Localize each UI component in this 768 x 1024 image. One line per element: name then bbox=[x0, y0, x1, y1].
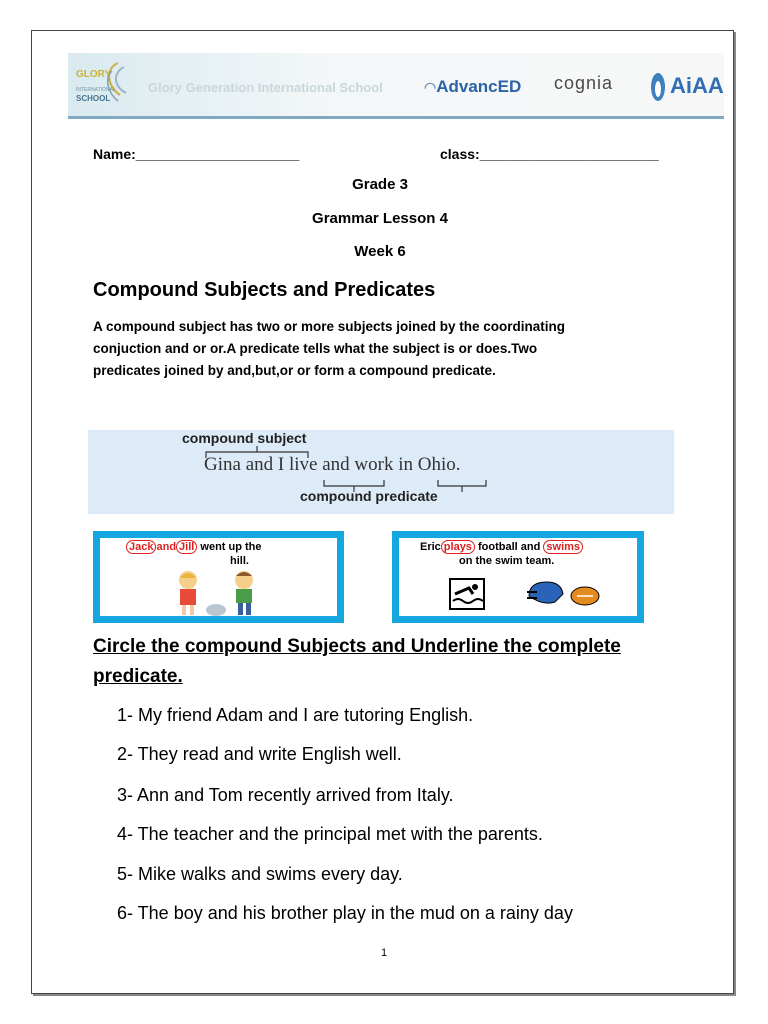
aiaa-flame-icon bbox=[648, 67, 668, 103]
class-field[interactable]: class:_______________________ bbox=[440, 146, 659, 162]
svg-text:GLORY: GLORY bbox=[76, 69, 112, 80]
eric-caption: Eric plays football and swims bbox=[420, 541, 583, 553]
advanced-logo: ◠AdvancED bbox=[424, 77, 522, 96]
exercise-item: 4- The teacher and the principal met with the parents. bbox=[117, 824, 543, 844]
section-title: Compound Subjects and Predicates bbox=[93, 279, 436, 301]
jack-jill-caption: Jack and Jill went up the bbox=[126, 541, 262, 553]
lesson-heading: Grammar Lesson 4 bbox=[312, 210, 448, 227]
instruction-line-2: predicate. bbox=[93, 666, 183, 687]
definition-line-3: predicates joined by and,but,or or form a compound predicate. bbox=[93, 363, 496, 378]
exercise-item: 3- Ann and Tom recently arrived from Italy. bbox=[117, 785, 454, 805]
school-banner bbox=[68, 53, 724, 119]
name-field[interactable]: Name:_____________________ bbox=[93, 146, 300, 162]
instruction-line-1: Circle the compound Subjects and Underline the complete bbox=[93, 636, 621, 657]
definition-line-1: A compound subject has two or more subjects joined by the coordinating bbox=[93, 319, 566, 334]
week-heading: Week 6 bbox=[354, 243, 406, 260]
page-number: 1 bbox=[380, 947, 388, 959]
exercise-item: 2- They read and write English well. bbox=[117, 744, 402, 764]
example-sentence: Gina and I live and work in Ohio. bbox=[204, 454, 461, 475]
compound-subject-label: compound subject bbox=[182, 430, 307, 446]
swimmer-icon bbox=[449, 578, 485, 610]
football-helmet-icon bbox=[525, 578, 605, 610]
children-illustration-icon bbox=[158, 568, 288, 618]
compound-diagram bbox=[88, 430, 674, 514]
jack-and-jill-picture: Jack and Jill went up the hill. bbox=[93, 531, 344, 623]
grade-heading: Grade 3 bbox=[352, 176, 408, 193]
compound-predicate-label: compound predicate bbox=[300, 488, 438, 504]
eric-picture: Eric plays football and swims on the swim team. bbox=[392, 531, 644, 623]
exercise-item: 6- The boy and his brother play in the mud on a rainy day bbox=[117, 903, 573, 923]
svg-text:INTERNATIONAL: INTERNATIONAL bbox=[76, 87, 116, 93]
cognia-logo: cognia bbox=[554, 73, 614, 93]
aiaa-logo: AiAA bbox=[648, 67, 716, 105]
svg-text:SCHOOL: SCHOOL bbox=[76, 94, 111, 103]
advanced-swoosh-icon: ◠ bbox=[424, 79, 437, 95]
school-logo-icon bbox=[74, 57, 132, 111]
definition-line-2: conjuction and or or.A predicate tells what the subject is or does.Two bbox=[93, 341, 538, 356]
school-name: Glory Generation International School bbox=[148, 80, 383, 95]
exercise-item: 5- Mike walks and swims every day. bbox=[117, 864, 403, 884]
exercise-item: 1- My friend Adam and I are tutoring English. bbox=[117, 705, 474, 725]
